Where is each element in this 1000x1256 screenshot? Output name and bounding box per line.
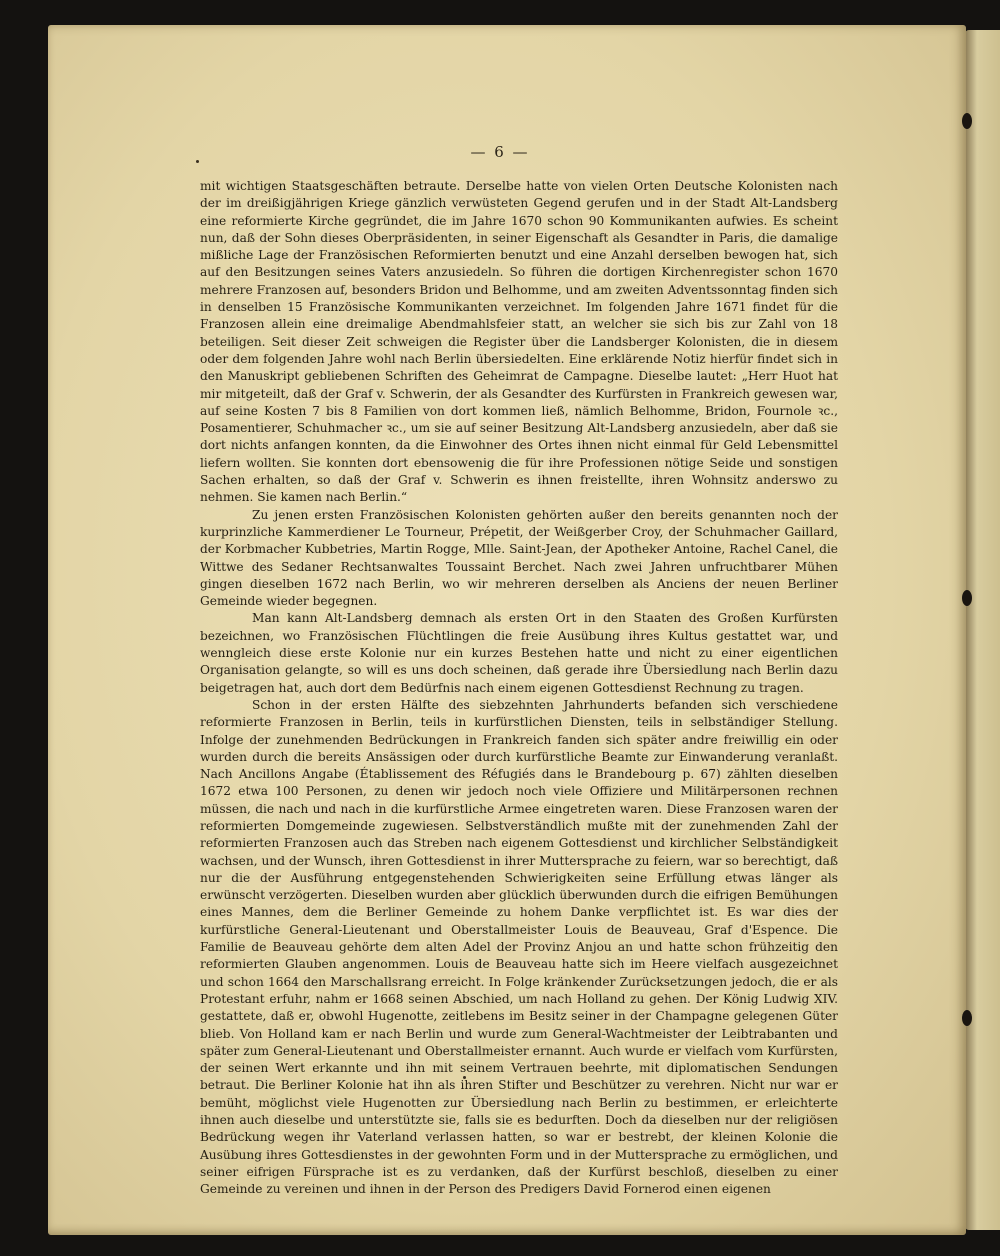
page-number: — 6 —	[470, 143, 530, 161]
body-text	[200, 178, 838, 1199]
paragraph: mit wichtigen Staatsgeschäften betraute. Derselbe hatte von vielen Orten Deutsche Kolonisten nach der im dreißigjährigen Kriege gänzlich verwüsteten Gegend gerufen und in der Stadt Alt-Landsberg eine reformierte Kirche gegründet, die im Jahre 1670 schon 90 Kommunikanten aufwies. Es scheint nun, daß der Sohn dieses Oberpräsidenten, in seiner Eigenschaft als Gesandter in Paris, die damalige mißliche Lage der Französischen Reformierten benutzt und eine Anzahl derselben bewogen hat, sich auf den Besitzungen seines Vaters anzusiedeln. So führen die dortigen Kirchenregister schon 1670 mehrere Franzosen auf, besonders Bridon und Belhomme, und am zweiten Adventssonntag finden sich in denselben 15 Französische Kommunikanten verzeichnet. Im folgenden Jahre 1671 findet für die Franzosen allein eine dreimalige Abendmahlsfeier statt, an welcher sie sich bis zur Zahl von 18 beteiligen. Seit dieser Zeit schweigen die Register über die Landsberger Kolonisten, die in diesem oder dem folgenden Jahre wohl nach Berlin übersiedelten. Eine erklärende Notiz hierfür findet sich in den Manuskript gebliebenen Schriften des Geheimrat de Campagne. Dieselbe lautet: „Herr Huot hat mir mitgeteilt, daß der Graf v. Schwerin, der als Gesandter des Kurfürsten in Frankreich gewesen war, auf seine Kosten 7 bis 8 Familien von dort kommen ließ, nämlich Belhomme, Bridon, Fournole ꝛc., Posamentierer, Schuhmacher ꝛc., um sie auf seiner Besitzung Alt-Landsberg anzusiedeln, aber daß sie dort nichts anfangen konnten, da die Einwohner des Ortes ihnen nicht einmal für Geld Lebensmittel liefern wollten. Sie konnten dort ebensowenig die für ihre Professionen nötige Seide und sonstigen Sachen erhalten, so daß der Graf v. Schwerin es ihnen freistellte, ihren Wohnsitz anderswo zu nehmen. Sie kamen nach Berlin.“	[200, 179, 838, 505]
binding-hole	[962, 590, 972, 606]
next-page-edge	[965, 30, 1000, 1230]
paragraph: Schon in der ersten Hälfte des siebzehnten Jahrhunderts befanden sich verschiedene reformierte Franzosen in Berlin, teils in kurfürstlichen Diensten, teils in selbständiger Stellung. Infolge der zunehmenden Bedrückungen in Frankreich fanden sich später andre freiwillig ein oder wurden durch die bereits Ansässigen oder durch kurfürstliche Beamte zur Einwanderung veranlaßt. Nach Ancillons Angabe (Établissement des Réfugiés dans le Brandebourg p. 67) zählten dieselben 1672 etwa 100 Personen, zu denen wir jedoch noch viele Offiziere und Militärpersonen rechnen müssen, die nach und nach in die kurfürstliche Armee eingetreten waren. Diese Franzosen waren der reformierten Domgemeinde zugewiesen. Selbstverständlich mußte mit der zunehmenden Zahl der reformierten Franzosen auch das Streben nach eigenem Gottesdienst und kirchlicher Selbständigkeit wachsen, und der Wunsch, ihren Gottesdienst in ihrer Muttersprache zu feiern, war so berechtigt, daß nur die der Ausführung entgegenstehenden Schwierigkeiten seine Erfüllung etwas länger als erwünscht verzögerten. Dieselben wurden aber glücklich überwunden durch die eifrigen Bemühungen eines Mannes, dem die Berliner Gemeinde zu hohem Danke verpflichtet ist. Es war dies der kurfürstliche General-Lieutenant und Oberstallmeister Louis de Beauveau, Graf d'Espence. Die Familie de Beauveau gehörte dem alten Adel der Provinz Anjou an und hatte schon frühzeitig den reformierten Glauben angenommen. Louis de Beauveau hatte sich im Heere vielfach ausgezeichnet und schon 1664 den Marschallsrang erreicht. In Folge kränkender Zurücksetzungen jedoch, die er als Protestant erfuhr, nahm er 1668 seinen Abschied, um nach Holland zu gehen. Der König Ludwig XIV. gestattete, daß er, obwohl Hugenotte, zeitlebens im Besitz seiner in der Champagne gelegenen Güter blieb. Von Holland kam er nach Berlin und wurde zum General-Wachtmeister der Leibtrabanten und später zum General-Lieutenant und Oberstallmeister ernannt. Auch wurde er vielfach vom Kurfürsten, der seinen Wert erkannte und ihn mit seinem Vertrauen beehrte, mit diplomatischen Sendungen betraut. Die Berliner Kolonie hat ihn als ihren Stifter und Beschützer zu verehren. Nicht nur war er bemüht, möglichst viele Hugenotten zur Übersiedlung nach Berlin zu bestimmen, er erleichterte ihnen auch dieselbe und unterstützte sie, falls sie es bedurften. Doch da dieselben nur der religiösen Bedrückung wegen ihr Vaterland verlassen hatten, so war er bestrebt, der kleinen Kolonie die Ausübung ihres Gottesdienstes in der gewohnten Form und in der Muttersprache zu ermöglichen, und seiner eifrigen Fürsprache ist es zu verdanken, daß der Kurfürst beschloß, dieselben zu einer Gemeinde zu vereinen und ihnen in der Person des Predigers David Fornerod einen eigenen	[200, 697, 838, 1197]
paragraph: Zu jenen ersten Französischen Kolonisten gehörten außer den bereits genannten noch der kurprinzliche Kammerdiener Le Tourneur, Prépetit, der Weißgerber Croy, der Schuhmacher Gaillard, der Korbmacher Kubbetries, Martin Rogge, Mlle. Saint-Jean, der Apotheker Antoine, Rachel Canel, die Wittwe des Sedaner Rechtsanwaltes Toussaint Berchet. Nach zwei Jahren unfruchtbarer Mühen gingen dieselben 1672 nach Berlin, wo wir mehreren derselben als Anciens der neuen Berliner Gemeinde wieder begegnen.	[200, 507, 838, 609]
binding-hole	[962, 113, 972, 129]
paragraph: Man kann Alt-Landsberg demnach als ersten Ort in den Staaten des Großen Kurfürsten bezeichnen, wo Französischen Flüchtlingen die freie Ausübung ihres Kultus gestattet war, und wenngleich diese erste Kolonie nur ein kurzes Bestehen hatte und nicht zu einer eigentlichen Organisation gelangte, so will es uns doch scheinen, daß gerade ihre Übersiedlung nach Berlin dazu beigetragen hat, auch dort dem Bedürfnis nach einem eigenen Gottesdienst Rechnung zu tragen.	[200, 611, 838, 695]
binding-hole	[962, 1010, 972, 1026]
